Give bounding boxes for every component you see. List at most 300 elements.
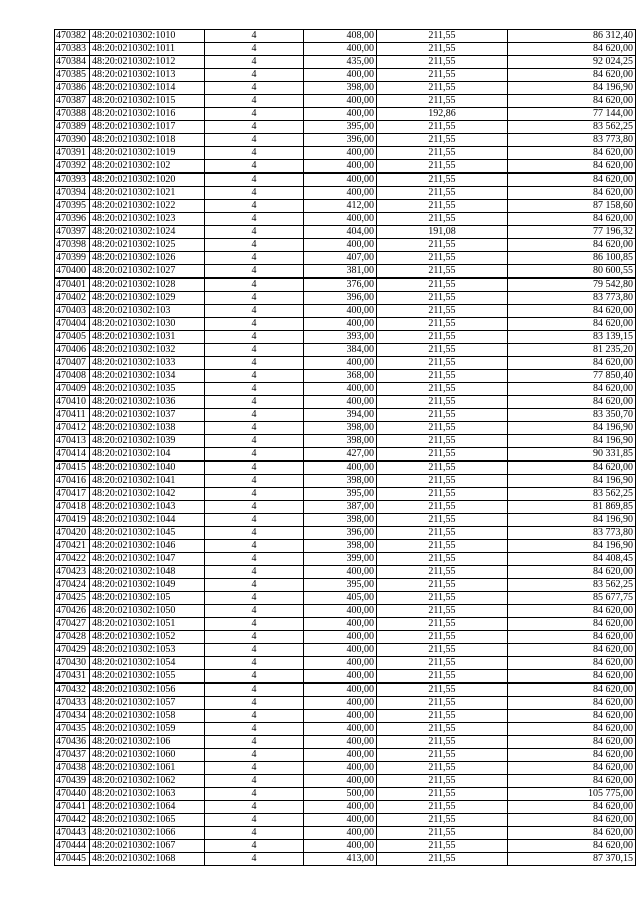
cadastral-number-cell: 48:20:0210302:1054	[90, 657, 205, 670]
rate-value-cell: 211,55	[377, 435, 508, 448]
area-value-cell: 384,00	[304, 344, 377, 357]
row-number-cell: 470404	[55, 318, 90, 331]
rate-value-cell: 211,55	[377, 370, 508, 383]
cadastral-value-cell: 84 620,00	[508, 43, 636, 56]
cadastral-number-cell: 48:20:0210302:1018	[90, 134, 205, 147]
cadastral-number-cell: 48:20:0210302:1067	[90, 840, 205, 853]
row-number-cell: 470437	[55, 749, 90, 762]
group-number-cell: 4	[205, 697, 304, 710]
table-row	[55, 853, 636, 866]
cadastral-number-cell: 48:20:0210302:1028	[90, 278, 205, 292]
area-value-cell: 398,00	[304, 475, 377, 488]
area-value-cell: 400,00	[304, 461, 377, 475]
cadastral-value-cell: 105 775,00	[508, 788, 636, 801]
group-number-cell: 4	[205, 527, 304, 540]
table-row	[55, 134, 636, 147]
group-number-cell: 4	[205, 305, 304, 318]
area-value-cell: 395,00	[304, 579, 377, 592]
cadastral-number-cell: 48:20:0210302:1063	[90, 788, 205, 801]
group-number-cell: 4	[205, 239, 304, 252]
group-number-cell: 4	[205, 357, 304, 370]
cadastral-number-cell: 48:20:0210302:103	[90, 305, 205, 318]
row-number-cell: 470436	[55, 736, 90, 749]
area-value-cell: 405,00	[304, 592, 377, 605]
area-value-cell: 400,00	[304, 683, 377, 697]
rate-value-cell: 211,55	[377, 736, 508, 749]
area-value-cell: 400,00	[304, 749, 377, 762]
table-row	[55, 331, 636, 344]
cadastral-value-cell: 87 158,60	[508, 200, 636, 213]
group-number-cell: 4	[205, 370, 304, 383]
row-number-cell: 470425	[55, 592, 90, 605]
row-number-cell: 470417	[55, 488, 90, 501]
cadastral-number-cell: 48:20:0210302:1058	[90, 710, 205, 723]
cadastral-value-table	[54, 29, 636, 866]
rate-value-cell: 211,55	[377, 566, 508, 579]
cadastral-number-cell: 48:20:0210302:105	[90, 592, 205, 605]
rate-value-cell: 211,55	[377, 357, 508, 370]
cadastral-number-cell: 48:20:0210302:1049	[90, 579, 205, 592]
row-number-cell: 470445	[55, 853, 90, 866]
cadastral-value-cell: 84 408,45	[508, 553, 636, 566]
table-row	[55, 618, 636, 631]
group-number-cell: 4	[205, 147, 304, 160]
cadastral-value-cell: 84 620,00	[508, 618, 636, 631]
row-number-cell: 470390	[55, 134, 90, 147]
area-value-cell: 381,00	[304, 265, 377, 279]
cadastral-number-cell: 48:20:0210302:1060	[90, 749, 205, 762]
table-row	[55, 383, 636, 396]
cadastral-value-cell: 84 620,00	[508, 657, 636, 670]
rate-value-cell: 211,55	[377, 147, 508, 160]
table-row	[55, 448, 636, 462]
cadastral-value-cell: 90 331,85	[508, 448, 636, 462]
row-number-cell: 470420	[55, 527, 90, 540]
area-value-cell: 400,00	[304, 801, 377, 814]
row-number-cell: 470428	[55, 631, 90, 644]
table-row	[55, 488, 636, 501]
rate-value-cell: 211,55	[377, 631, 508, 644]
rate-value-cell: 211,55	[377, 213, 508, 226]
cadastral-number-cell: 48:20:0210302:1046	[90, 540, 205, 553]
rate-value-cell: 211,55	[377, 788, 508, 801]
area-value-cell: 400,00	[304, 95, 377, 108]
table-row	[55, 396, 636, 409]
group-number-cell: 4	[205, 69, 304, 82]
cadastral-number-cell: 48:20:0210302:1056	[90, 683, 205, 697]
group-number-cell: 4	[205, 108, 304, 121]
area-value-cell: 400,00	[304, 697, 377, 710]
rate-value-cell: 211,55	[377, 527, 508, 540]
table-row	[55, 344, 636, 357]
cadastral-number-cell: 48:20:0210302:1036	[90, 396, 205, 409]
area-value-cell: 400,00	[304, 383, 377, 396]
area-value-cell: 400,00	[304, 723, 377, 736]
row-number-cell: 470386	[55, 82, 90, 95]
group-number-cell: 4	[205, 461, 304, 475]
cadastral-number-cell: 48:20:0210302:1027	[90, 265, 205, 279]
cadastral-value-cell: 83 562,25	[508, 121, 636, 134]
row-number-cell: 470441	[55, 801, 90, 814]
group-number-cell: 4	[205, 187, 304, 200]
row-number-cell: 470399	[55, 252, 90, 265]
row-number-cell: 470432	[55, 683, 90, 697]
area-value-cell: 400,00	[304, 814, 377, 827]
rate-value-cell: 191,08	[377, 226, 508, 239]
rate-value-cell: 211,55	[377, 30, 508, 43]
group-number-cell: 4	[205, 56, 304, 69]
cadastral-number-cell: 48:20:0210302:1011	[90, 43, 205, 56]
table-row	[55, 631, 636, 644]
group-number-cell: 4	[205, 723, 304, 736]
cadastral-number-cell: 48:20:0210302:1013	[90, 69, 205, 82]
table-row	[55, 840, 636, 853]
row-number-cell: 470434	[55, 710, 90, 723]
rate-value-cell: 211,55	[377, 278, 508, 292]
row-number-cell: 470412	[55, 422, 90, 435]
row-number-cell: 470423	[55, 566, 90, 579]
table-row	[55, 501, 636, 514]
cadastral-value-cell: 84 620,00	[508, 239, 636, 252]
rate-value-cell: 211,55	[377, 409, 508, 422]
table-body	[55, 30, 636, 866]
table-row	[55, 788, 636, 801]
rate-value-cell: 211,55	[377, 252, 508, 265]
rate-value-cell: 211,55	[377, 644, 508, 657]
group-number-cell: 4	[205, 657, 304, 670]
table-row	[55, 82, 636, 95]
group-number-cell: 4	[205, 501, 304, 514]
rate-value-cell: 211,55	[377, 383, 508, 396]
cadastral-number-cell: 48:20:0210302:1010	[90, 30, 205, 43]
table-row	[55, 252, 636, 265]
cadastral-value-cell: 84 620,00	[508, 644, 636, 657]
cadastral-number-cell: 48:20:0210302:106	[90, 736, 205, 749]
group-number-cell: 4	[205, 318, 304, 331]
cadastral-value-cell: 84 620,00	[508, 683, 636, 697]
group-number-cell: 4	[205, 82, 304, 95]
cadastral-number-cell: 48:20:0210302:1047	[90, 553, 205, 566]
group-number-cell: 4	[205, 749, 304, 762]
group-number-cell: 4	[205, 762, 304, 775]
rate-value-cell: 211,55	[377, 514, 508, 527]
row-number-cell: 470395	[55, 200, 90, 213]
row-number-cell: 470413	[55, 435, 90, 448]
table-row	[55, 475, 636, 488]
rate-value-cell: 192,86	[377, 108, 508, 121]
rate-value-cell: 211,55	[377, 670, 508, 684]
cadastral-number-cell: 48:20:0210302:1068	[90, 853, 205, 866]
row-number-cell: 470382	[55, 30, 90, 43]
area-value-cell: 368,00	[304, 370, 377, 383]
table-row	[55, 278, 636, 292]
rate-value-cell: 211,55	[377, 475, 508, 488]
table-row	[55, 226, 636, 239]
area-value-cell: 400,00	[304, 670, 377, 684]
table-row	[55, 657, 636, 670]
row-number-cell: 470424	[55, 579, 90, 592]
cadastral-number-cell: 48:20:0210302:1051	[90, 618, 205, 631]
cadastral-number-cell: 48:20:0210302:1061	[90, 762, 205, 775]
table-row	[55, 213, 636, 226]
row-number-cell: 470442	[55, 814, 90, 827]
cadastral-number-cell: 48:20:0210302:1021	[90, 187, 205, 200]
rate-value-cell: 211,55	[377, 710, 508, 723]
table-row	[55, 827, 636, 840]
area-value-cell: 400,00	[304, 710, 377, 723]
cadastral-value-cell: 84 620,00	[508, 305, 636, 318]
cadastral-value-cell: 79 542,80	[508, 278, 636, 292]
group-number-cell: 4	[205, 344, 304, 357]
area-value-cell: 413,00	[304, 853, 377, 866]
area-value-cell: 400,00	[304, 736, 377, 749]
table-row	[55, 121, 636, 134]
table-row	[55, 95, 636, 108]
group-number-cell: 4	[205, 292, 304, 305]
group-number-cell: 4	[205, 488, 304, 501]
cadastral-value-cell: 84 620,00	[508, 396, 636, 409]
group-number-cell: 4	[205, 592, 304, 605]
cadastral-number-cell: 48:20:0210302:1032	[90, 344, 205, 357]
cadastral-number-cell: 48:20:0210302:1025	[90, 239, 205, 252]
rate-value-cell: 211,55	[377, 82, 508, 95]
area-value-cell: 396,00	[304, 527, 377, 540]
group-number-cell: 4	[205, 775, 304, 788]
row-number-cell: 470408	[55, 370, 90, 383]
row-number-cell: 470416	[55, 475, 90, 488]
row-number-cell: 470444	[55, 840, 90, 853]
cadastral-number-cell: 48:20:0210302:1048	[90, 566, 205, 579]
table-row	[55, 697, 636, 710]
group-number-cell: 4	[205, 644, 304, 657]
row-number-cell: 470410	[55, 396, 90, 409]
area-value-cell: 400,00	[304, 69, 377, 82]
rate-value-cell: 211,55	[377, 265, 508, 279]
group-number-cell: 4	[205, 710, 304, 723]
cadastral-number-cell: 48:20:0210302:1019	[90, 147, 205, 160]
table-row	[55, 605, 636, 618]
cadastral-value-cell: 83 139,15	[508, 331, 636, 344]
group-number-cell: 4	[205, 200, 304, 213]
group-number-cell: 4	[205, 331, 304, 344]
table-row	[55, 461, 636, 475]
area-value-cell: 400,00	[304, 396, 377, 409]
rate-value-cell: 211,55	[377, 657, 508, 670]
cadastral-number-cell: 48:20:0210302:1039	[90, 435, 205, 448]
cadastral-value-cell: 83 562,25	[508, 579, 636, 592]
table-row	[55, 108, 636, 121]
area-value-cell: 400,00	[304, 108, 377, 121]
row-number-cell: 470435	[55, 723, 90, 736]
cadastral-number-cell: 48:20:0210302:1044	[90, 514, 205, 527]
area-value-cell: 400,00	[304, 239, 377, 252]
rate-value-cell: 211,55	[377, 69, 508, 82]
area-value-cell: 387,00	[304, 501, 377, 514]
row-number-cell: 470429	[55, 644, 90, 657]
cadastral-value-cell: 77 850,40	[508, 370, 636, 383]
cadastral-number-cell: 48:20:0210302:1016	[90, 108, 205, 121]
area-value-cell: 394,00	[304, 409, 377, 422]
group-number-cell: 4	[205, 605, 304, 618]
table-row	[55, 173, 636, 187]
cadastral-value-cell: 84 620,00	[508, 762, 636, 775]
group-number-cell: 4	[205, 683, 304, 697]
rate-value-cell: 211,55	[377, 200, 508, 213]
cadastral-value-cell: 84 620,00	[508, 187, 636, 200]
cadastral-number-cell: 48:20:0210302:104	[90, 448, 205, 462]
area-value-cell: 400,00	[304, 147, 377, 160]
area-value-cell: 500,00	[304, 788, 377, 801]
row-number-cell: 470398	[55, 239, 90, 252]
table-row	[55, 435, 636, 448]
table-row	[55, 409, 636, 422]
group-number-cell: 4	[205, 95, 304, 108]
cadastral-value-cell: 86 312,40	[508, 30, 636, 43]
cadastral-value-cell: 84 620,00	[508, 775, 636, 788]
table-row	[55, 292, 636, 305]
cadastral-number-cell: 48:20:0210302:1034	[90, 370, 205, 383]
cadastral-value-cell: 77 144,00	[508, 108, 636, 121]
area-value-cell: 400,00	[304, 357, 377, 370]
rate-value-cell: 211,55	[377, 461, 508, 475]
rate-value-cell: 211,55	[377, 95, 508, 108]
rate-value-cell: 211,55	[377, 775, 508, 788]
cadastral-value-cell: 84 620,00	[508, 173, 636, 187]
area-value-cell: 412,00	[304, 200, 377, 213]
group-number-cell: 4	[205, 788, 304, 801]
cadastral-value-cell: 81 869,85	[508, 501, 636, 514]
area-value-cell: 400,00	[304, 657, 377, 670]
table-row	[55, 239, 636, 252]
group-number-cell: 4	[205, 566, 304, 579]
cadastral-number-cell: 48:20:0210302:1038	[90, 422, 205, 435]
table-row	[55, 775, 636, 788]
row-number-cell: 470384	[55, 56, 90, 69]
cadastral-number-cell: 48:20:0210302:1057	[90, 697, 205, 710]
area-value-cell: 396,00	[304, 292, 377, 305]
cadastral-number-cell: 48:20:0210302:1052	[90, 631, 205, 644]
rate-value-cell: 211,55	[377, 331, 508, 344]
cadastral-value-cell: 83 350,70	[508, 409, 636, 422]
rate-value-cell: 211,55	[377, 540, 508, 553]
row-number-cell: 470415	[55, 461, 90, 475]
rate-value-cell: 211,55	[377, 683, 508, 697]
cadastral-value-cell: 84 620,00	[508, 461, 636, 475]
group-number-cell: 4	[205, 30, 304, 43]
cadastral-number-cell: 48:20:0210302:1033	[90, 357, 205, 370]
cadastral-number-cell: 48:20:0210302:1065	[90, 814, 205, 827]
rate-value-cell: 211,55	[377, 56, 508, 69]
cadastral-value-cell: 84 620,00	[508, 631, 636, 644]
area-value-cell: 398,00	[304, 514, 377, 527]
group-number-cell: 4	[205, 383, 304, 396]
group-number-cell: 4	[205, 173, 304, 187]
cadastral-number-cell: 48:20:0210302:1020	[90, 173, 205, 187]
area-value-cell: 393,00	[304, 331, 377, 344]
row-number-cell: 470396	[55, 213, 90, 226]
area-value-cell: 427,00	[304, 448, 377, 462]
cadastral-number-cell: 48:20:0210302:1029	[90, 292, 205, 305]
rate-value-cell: 211,55	[377, 814, 508, 827]
cadastral-value-cell: 83 773,80	[508, 134, 636, 147]
row-number-cell: 470388	[55, 108, 90, 121]
rate-value-cell: 211,55	[377, 488, 508, 501]
row-number-cell: 470389	[55, 121, 90, 134]
area-value-cell: 395,00	[304, 488, 377, 501]
area-value-cell: 395,00	[304, 121, 377, 134]
group-number-cell: 4	[205, 213, 304, 226]
cadastral-value-cell: 84 620,00	[508, 383, 636, 396]
table-row	[55, 592, 636, 605]
table-row	[55, 814, 636, 827]
table-row	[55, 56, 636, 69]
cadastral-value-cell: 84 620,00	[508, 749, 636, 762]
rate-value-cell: 211,55	[377, 697, 508, 710]
cadastral-value-cell: 84 620,00	[508, 147, 636, 160]
row-number-cell: 470419	[55, 514, 90, 527]
group-number-cell: 4	[205, 736, 304, 749]
group-number-cell: 4	[205, 252, 304, 265]
row-number-cell: 470385	[55, 69, 90, 82]
table-row	[55, 43, 636, 56]
cadastral-value-cell: 84 620,00	[508, 723, 636, 736]
area-value-cell: 400,00	[304, 213, 377, 226]
row-number-cell: 470393	[55, 173, 90, 187]
cadastral-number-cell: 48:20:0210302:1041	[90, 475, 205, 488]
cadastral-number-cell: 48:20:0210302:1012	[90, 56, 205, 69]
cadastral-value-cell: 80 600,55	[508, 265, 636, 279]
cadastral-value-cell: 84 620,00	[508, 801, 636, 814]
rate-value-cell: 211,55	[377, 239, 508, 252]
area-value-cell: 400,00	[304, 644, 377, 657]
rate-value-cell: 211,55	[377, 43, 508, 56]
area-value-cell: 399,00	[304, 553, 377, 566]
table-row	[55, 566, 636, 579]
group-number-cell: 4	[205, 396, 304, 409]
group-number-cell: 4	[205, 226, 304, 239]
rate-value-cell: 211,55	[377, 592, 508, 605]
group-number-cell: 4	[205, 134, 304, 147]
row-number-cell: 470409	[55, 383, 90, 396]
row-number-cell: 470427	[55, 618, 90, 631]
cadastral-value-cell: 81 235,20	[508, 344, 636, 357]
area-value-cell: 400,00	[304, 762, 377, 775]
table-row	[55, 540, 636, 553]
rate-value-cell: 211,55	[377, 605, 508, 618]
rate-value-cell: 211,55	[377, 173, 508, 187]
row-number-cell: 470426	[55, 605, 90, 618]
group-number-cell: 4	[205, 448, 304, 462]
cadastral-value-cell: 84 196,90	[508, 435, 636, 448]
cadastral-value-cell: 84 620,00	[508, 357, 636, 370]
rate-value-cell: 211,55	[377, 501, 508, 514]
area-value-cell: 400,00	[304, 43, 377, 56]
row-number-cell: 470438	[55, 762, 90, 775]
table-row	[55, 644, 636, 657]
cadastral-value-cell: 84 196,90	[508, 514, 636, 527]
rate-value-cell: 211,55	[377, 187, 508, 200]
group-number-cell: 4	[205, 853, 304, 866]
row-number-cell: 470400	[55, 265, 90, 279]
cadastral-number-cell: 48:20:0210302:1030	[90, 318, 205, 331]
row-number-cell: 470387	[55, 95, 90, 108]
cadastral-number-cell: 48:20:0210302:1040	[90, 461, 205, 475]
cadastral-value-cell: 84 620,00	[508, 605, 636, 618]
row-number-cell: 470418	[55, 501, 90, 514]
table-row	[55, 553, 636, 566]
area-value-cell: 400,00	[304, 775, 377, 788]
rate-value-cell: 211,55	[377, 749, 508, 762]
